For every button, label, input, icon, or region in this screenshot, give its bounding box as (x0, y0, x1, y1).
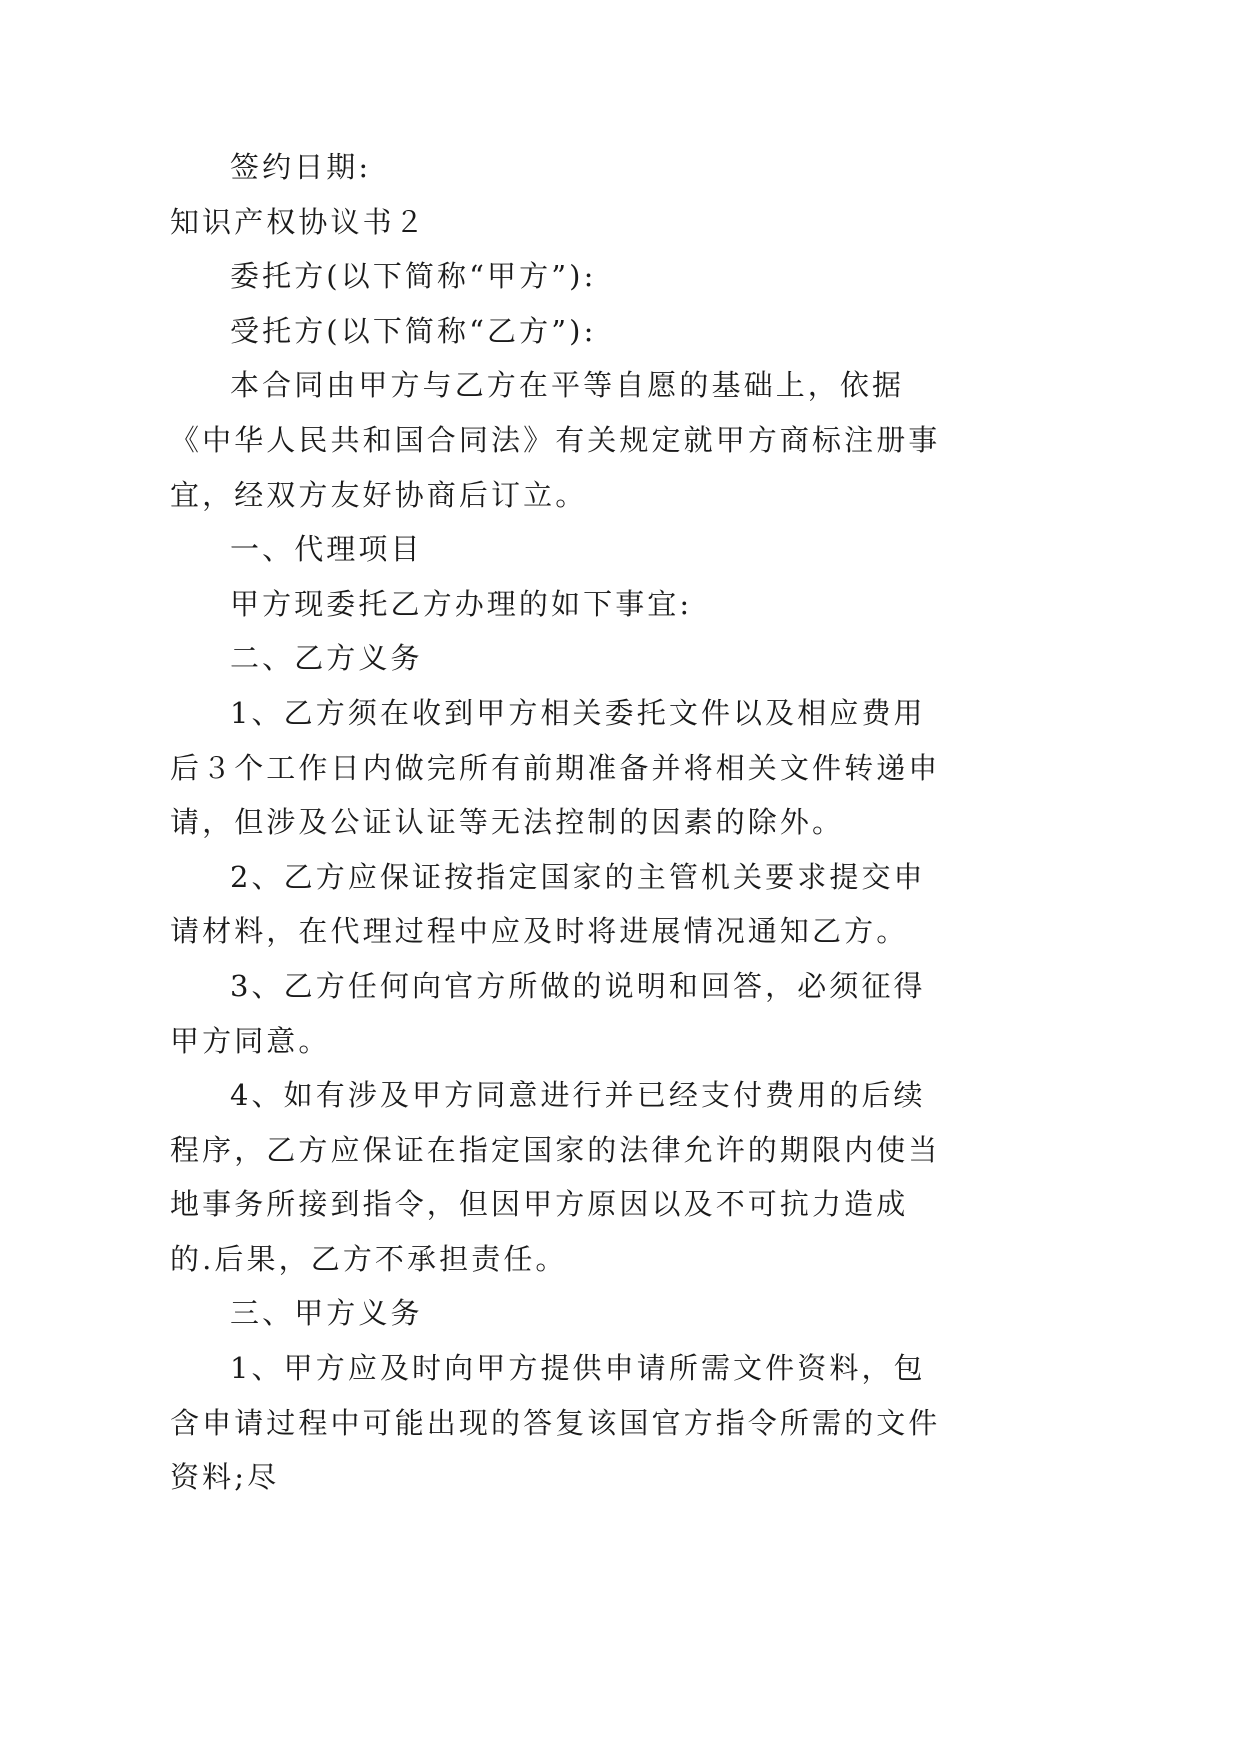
section-heading-agency-items: 一、代理项目 (230, 532, 423, 567)
document-body (170, 140, 942, 1505)
section-heading-party-a-obligations: 三、甲方义务 (230, 1296, 423, 1331)
paragraph-signing-date: 签约日期: (230, 150, 372, 184)
clause-b-4: 4、如有涉及甲方同意进行并已经支付费用的后续程序，乙方应保证在指定国家的法律允许的期限内使当地事务所接到指令，但因甲方原因以及不可抗力造成的.后果，乙方不承担责任。 (170, 1078, 941, 1276)
clause-b-3: 3、乙方任何向官方所做的说明和回答，必须征得甲方同意。 (170, 968, 926, 1058)
clause-b-2: 2、乙方应保证按指定国家的主管机关要求提交申请材料，在代理过程中应及时将进展情况通知乙方。 (170, 859, 926, 949)
paragraph-party-b: 受托方(以下简称“乙方”): (230, 313, 597, 348)
clause-a-1: 1、甲方应及时向甲方提供申请所需文件资料，包含申请过程中可能出现的答复该国官方指令所需的文件资料;尽 (170, 1351, 941, 1495)
clause-b-1: 1、乙方须在收到甲方相关委托文件以及相应费用后３个工作日内做完所有前期准备并将相关文件转递申请，但涉及公证认证等无法控制的因素的除外。 (170, 695, 941, 840)
document-title: 知识产权协议书２ (170, 204, 427, 239)
section-heading-party-b-obligations: 二、乙方义务 (230, 641, 423, 676)
paragraph-party-a: 委托方(以下简称“甲方”): (230, 259, 597, 294)
paragraph-preamble: 本合同由甲方与乙方在平等自愿的基础上，依据《中华人民共和国合同法》有关规定就甲方商标注册事宜，经双方友好协商后订立。 (170, 368, 941, 512)
paragraph-entrusted-matters: 甲方现委托乙方办理的如下事宜: (230, 586, 693, 621)
